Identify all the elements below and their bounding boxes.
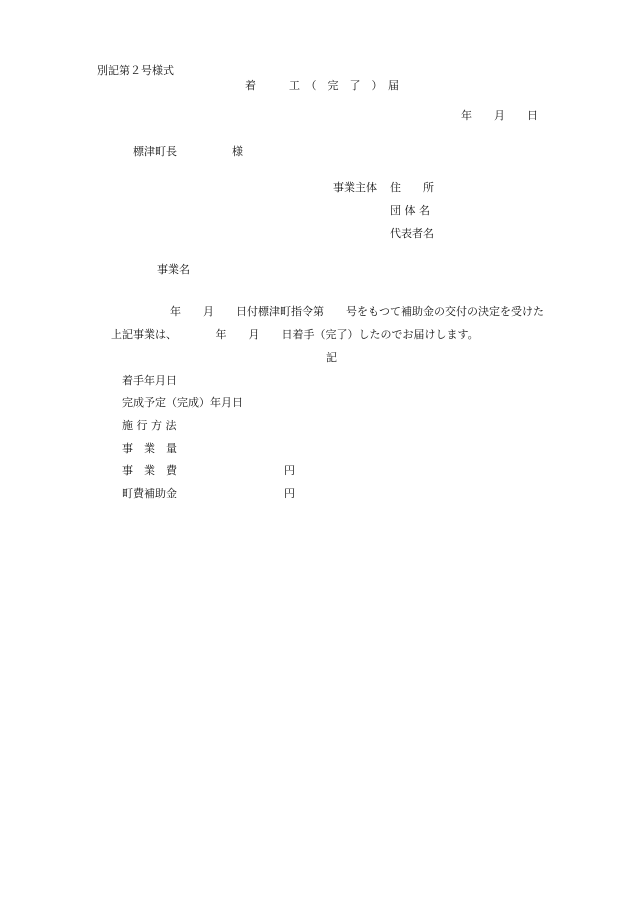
body-line-1: 年 月 日付標津町指令第 号をもつて補助金の交付の決定を受けた <box>170 305 544 318</box>
form-number: 別記第２号様式 <box>97 64 174 77</box>
ki-heading: 記 <box>326 351 337 364</box>
document-title: 着 工 （ 完 了 ） 届 <box>245 79 399 92</box>
date-fields: 年 月 日 <box>461 109 538 122</box>
start-date-label: 着手年月日 <box>122 374 177 387</box>
cost-unit: 円 <box>284 464 295 477</box>
address-label: 住 所 <box>390 181 434 194</box>
applicant-heading: 事業主体 <box>333 181 377 194</box>
representative-label: 代表者名 <box>390 227 434 240</box>
body-line-2: 上記事業は、 年 月 日着手（完了）したのでお届けします。 <box>111 328 479 341</box>
quantity-label: 事 業 量 <box>122 442 177 455</box>
subsidy-label: 町費補助金 <box>122 487 177 500</box>
addressee: 標津町長 様 <box>133 145 243 158</box>
cost-label: 事 業 費 <box>122 464 177 477</box>
completion-date-label: 完成予定（完成）年月日 <box>122 396 243 409</box>
group-name-label: 団 体 名 <box>390 204 430 217</box>
method-label: 施 行 方 法 <box>122 419 177 432</box>
project-name-label: 事業名 <box>157 263 190 276</box>
subsidy-unit: 円 <box>284 487 295 500</box>
